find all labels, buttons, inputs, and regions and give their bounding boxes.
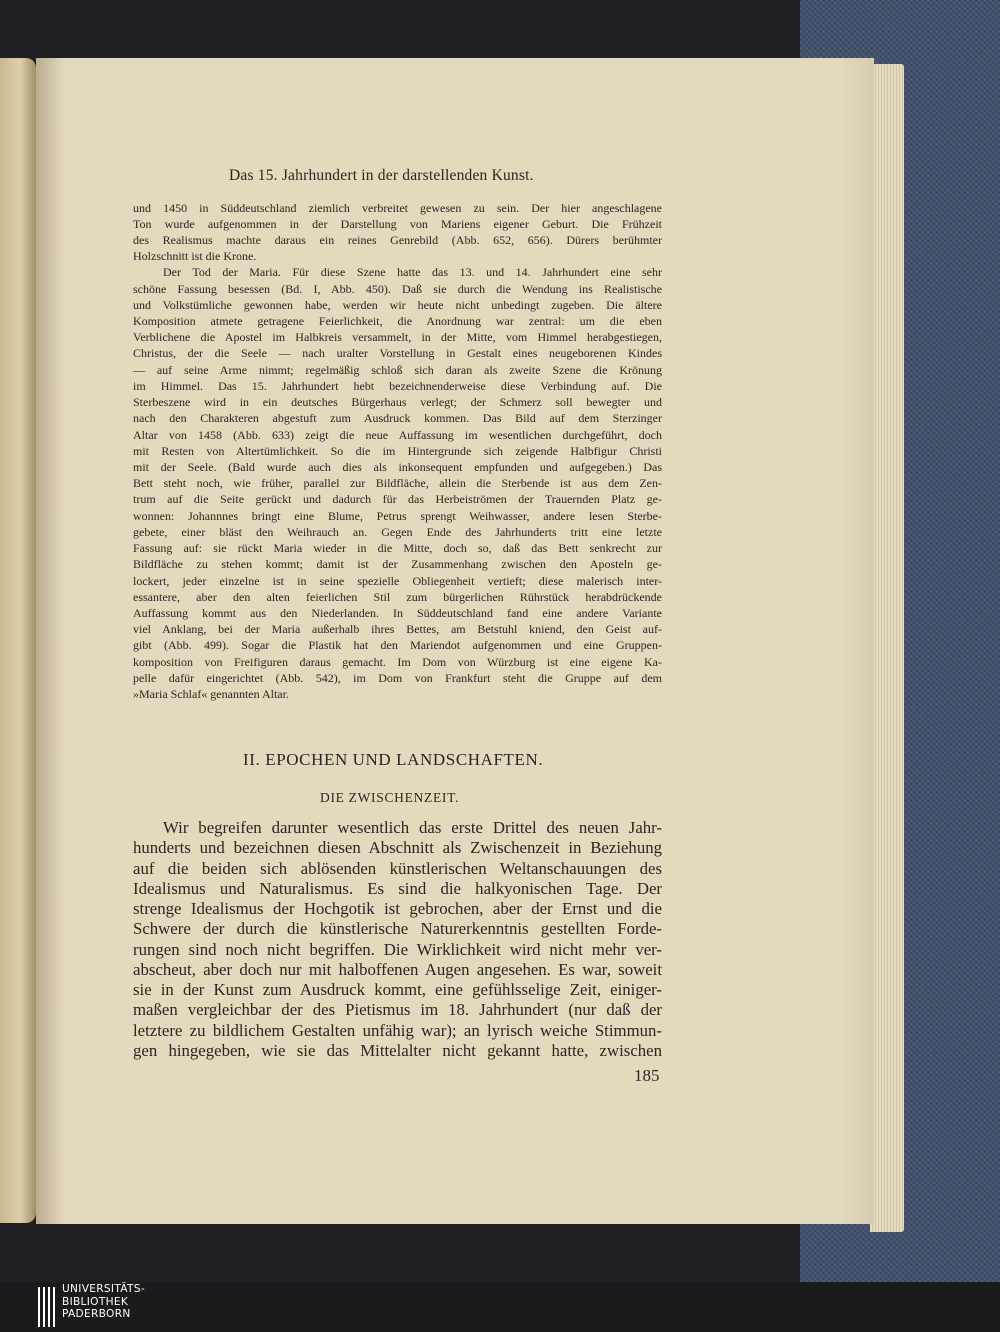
text-line: Idealismus und Naturalismus. Es sind die halkyonischen Tage. Der — [133, 878, 662, 898]
text-line: — auf seine Arme nimmt; regelmäßig schloß sich daran als zweite Szene die Krönung — [133, 362, 662, 377]
page-edges — [870, 64, 904, 1232]
text-line: viel Anklang, bei der Maria außerhalb ihres Bettes, am Betstuhl kniend, den Geist auf- — [133, 622, 662, 637]
text-line: gibt (Abb. 499). Sogar die Plastik hat den Mariendot aufgenommen und eine Gruppen- — [133, 638, 662, 653]
text-line: sie in der Kunst zum Ausdruck kommt, eine gefühlsselige Zeit, einiger- — [133, 980, 662, 999]
text-line: Bett steht noch, wie früher, parallel zur Bildfläche, allein die Sterbende ist aus dem Zen- — [133, 476, 662, 491]
text-line: mit der Seele. (Bald wurde auch dies als inkonsequent empfunden und aufgegeben.) Das — [133, 460, 662, 475]
logo-line: PADERBORN — [62, 1308, 131, 1321]
text-line: komposition von Freifiguren daraus gemacht. Im Dom von Würzburg ist eine eigene Ka- — [133, 654, 662, 669]
text-line: Bildfläche zu stehen kommt; damit ist der Zusammenhang zwischen den Aposteln ge- — [133, 557, 662, 572]
text-line: mit Resten von Altertümlichkeit. So die im Hintergrunde sich zeigende Halbfigur Christi — [133, 443, 662, 458]
text-line: Wir begreifen darunter wesentlich das erste Drittel des neuen Jahr- — [163, 818, 662, 837]
text-line: maßen vergleichbar der des Pietismus im 18. Jahrhundert (nur daß der — [133, 1000, 662, 1020]
text-line: Altar von 1458 (Abb. 633) zeigt die neue Auffassung im wesentlichen durchgeführt, doch — [133, 427, 662, 442]
text-line: letztere zu bildlichem Gestalten unfähig war); an lyrisch weiche Stimmun- — [133, 1020, 662, 1040]
text-line: im Himmel. Das 15. Jahrhundert hebt bezeichnenderweise diese Verbindung auf. Die — [133, 378, 662, 393]
text-line: Ton wurde aufgenommen in der Darstellung von Mariens eigener Geburt. Die Frühzeit — [133, 216, 662, 231]
text-line: Fassung auf: sie rückt Maria wieder in die Mitte, doch so, daß das Bett senkrecht zur — [133, 541, 662, 556]
text-line: rungen sind noch nicht begriffen. Die Wirklichkeit wird nicht mehr ver- — [133, 939, 662, 959]
text-line: Holzschnitt ist die Krone. — [133, 249, 257, 264]
text-line: wonnen: Johannnes bringt eine Blume, Petrus sprengt Weihwasser, andere lesen Sterbe- — [133, 508, 662, 523]
library-logo-icon — [38, 1287, 56, 1327]
text-line: hunderts und bezeichnen diesen Abschnitt als Zwischenzeit in Beziehung — [133, 838, 662, 858]
text-line: trum auf die Seite gerückt und dadurch für das Herbeiströmen der Trauernden Platz ge- — [133, 492, 662, 507]
text-line: und 1450 in Süddeutschland ziemlich verbreitet gewesen zu sein. Der hier angeschlagene — [133, 200, 662, 215]
running-header: Das 15. Jahrhundert in der darstellenden Kunst. — [229, 167, 534, 184]
text-line: Sterbeszene wird in ein deutsches Bürgerhaus verlegt; der Schmerz soll bewegter und — [133, 395, 662, 410]
text-line: »Maria Schlaf« genannten Altar. — [133, 687, 289, 702]
text-line: Christus, der die Seele — nach uralter Vorstellung in Gestalt eines neugeborenen Kindes — [133, 346, 662, 361]
text-line: Verblichene die Apostel im Halbkreis versammelt, in der Mitte, vom Himmel herabgestiegen, — [133, 330, 662, 345]
text-line: Auffassung kommt aus den Niederlanden. In Süddeutschland fand eine andere Variante — [133, 606, 662, 620]
text-line: Der Tod der Maria. Für diese Szene hatte das 13. und 14. Jahrhundert eine sehr — [163, 265, 662, 280]
text-line: auf die beiden sich ablösenden künstlerischen Weltanschauungen des — [133, 858, 662, 878]
text-line: essantere, aber den alten feierlichen Stil zum bürgerlichen Rührstück herabdrückende — [133, 589, 662, 604]
text-line: gebete, einer bläst den Weihrauch an. Gegen Ende des Jahrhunderts tritt eine letzte — [133, 524, 662, 539]
subheading: DIE ZWISCHENZEIT. — [320, 790, 460, 805]
section-heading: II. EPOCHEN UND LANDSCHAFTEN. — [243, 750, 544, 769]
text-line: schöne Fassung besessen (Bd. I, Abb. 450). Daß sie durch die Wendung ins Realistische — [133, 281, 662, 296]
text-line: gen hingegeben, wie sie das Mittelalter nicht gekannt hatte, zwischen — [133, 1040, 662, 1060]
text-line: lockert, jeder einzelne ist in seine spezielle Obliegenheit vertieft; diese malerisch inter- — [133, 573, 662, 588]
logo-line: UNIVERSITÄTS- — [62, 1283, 145, 1295]
text-line: nach den Charakteren abgestuft zum Ausdruck kommen. Das Bild auf dem Sterzinger — [133, 411, 662, 426]
text-line: Komposition atmete getragene Feierlichkeit, die Anordnung war zentral: um die eben — [133, 314, 662, 329]
text-line: strenge Idealismus der Hochgotik ist gebrochen, aber der Ernst und die — [133, 899, 662, 918]
text-line: und Volkstümliche gewonnen habe, werden wir heute nicht unbedingt zugeben. Die ältere — [133, 297, 662, 312]
text-line: pelle dafür eingerichtet (Abb. 542), im Dom von Frankfurt steht die Gruppe auf dem — [133, 670, 662, 685]
footer-bar — [0, 1282, 1000, 1332]
left-page-edge — [0, 58, 36, 1223]
logo-line: BIBLIOTHEK — [62, 1295, 129, 1308]
text-line: des Realismus machte daraus ein reines Genrebild (Abb. 652, 656). Dürers berühmter — [133, 232, 662, 247]
library-logo-text — [62, 1283, 145, 1321]
text-line: Schwere der durch die künstlerische Naturerkenntnis gestellten Forde- — [133, 919, 662, 939]
text-line: abscheut, aber doch nur mit halboffenen Augen angesehen. Es war, soweit — [133, 959, 662, 979]
page-number: 185 — [634, 1066, 660, 1085]
